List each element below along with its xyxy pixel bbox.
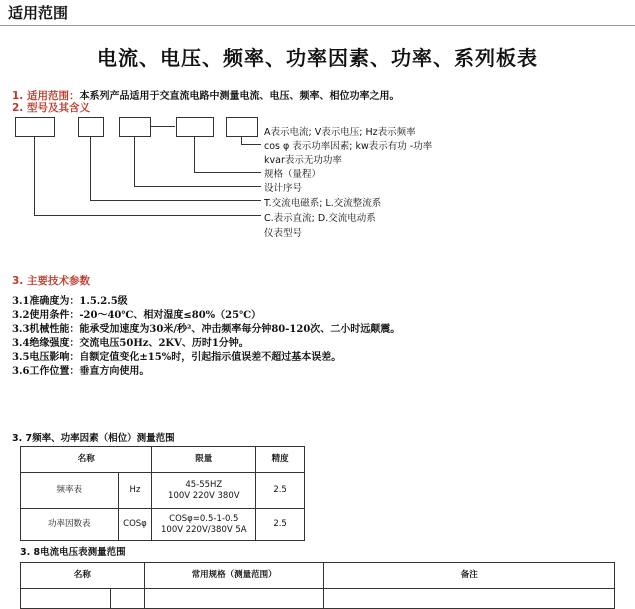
model-box-5 [226,117,258,137]
table2-caption: 3. 8电流电压表测量范围 [20,547,126,558]
cell-limit-line2: 100V 220V 380V [168,490,240,501]
model-box-2 [78,117,104,137]
table-header-row [21,447,305,473]
model-box-1 [15,117,55,137]
header-name: 名称 [21,563,145,589]
leader-line [90,136,91,201]
cell-limit-line1: COSφ=0.5-1-0.5 [169,513,239,524]
spec-item: 3.4绝缘强度：交流电压50Hz、2KV、历时1分钟。 [12,338,249,349]
cell-name: 功率因数表 [21,509,119,541]
model-label: 设计序号 [264,183,303,194]
frequency-powerfactor-table [20,446,305,541]
table1-caption: 3. 7频率、功率因素（相位）测量范围 [12,433,175,444]
model-box-3 [119,117,151,137]
spec-item: 3.5电压影响：自额定值变化±15%时，引起指示值误差不超过基本误差。 [12,352,342,363]
cell-name: 频率表 [21,473,119,509]
cell-limit-line2: 100V 220V/380V 5A [161,524,247,535]
header-spec: 常用规格（测量范围） [144,563,324,589]
page-header-title: 适用范围 [8,4,69,22]
leader-line [34,215,261,216]
cell-limit-line1: 45-55HZ [185,479,223,490]
cell-accuracy: 2.5 [256,509,305,541]
cell-accuracy: 2.5 [256,473,305,509]
current-voltage-table [20,562,615,609]
model-box-4 [176,117,214,137]
cell-limit [152,509,256,541]
header-limit: 限量 [152,447,256,473]
cell-limit [152,473,256,509]
spec-item: 3.2使用条件：-20～40℃、相对湿度≤80%（25℃） [12,310,262,321]
model-dash [150,126,175,127]
section1-text: 本系列产品适用于交直流电路中测量电流、电压、频率、相位功率之用。 [79,91,400,102]
leader-line [134,136,135,187]
leader-line [194,172,261,173]
leader-line [90,200,261,201]
model-label: C.表示直流; D.交流电动系 [264,213,376,224]
model-label: 仪表型号 [264,228,303,239]
leader-line [241,144,261,145]
spec-item: 3.3机械性能：能承受加速度为30米/秒²、冲击频率每分钟80-120次、二小时远颠震。 [12,324,401,335]
cell-unit: COSφ [118,509,152,541]
spec-item: 3.1准确度为：1.5.2.5级 [12,296,128,307]
section3-heading: 3. 主要技术参数 [12,275,90,287]
leader-line [134,186,261,187]
model-label: A表示电流; V表示电压; Hz表示频率 [264,127,416,138]
cell-unit: Hz [118,473,152,509]
model-label: 规格（量程） [264,169,322,180]
leader-line [34,136,35,216]
model-label: cos φ 表示功率因素; kw表示有功 -功率 [264,141,433,152]
model-label: kvar表示无功功率 [264,155,342,166]
spec-item: 3.6工作位置：垂直方向使用。 [12,366,150,377]
table-header-row [21,563,615,589]
main-title: 电流、电压、频率、功率因素、功率、系列板表 [97,46,538,70]
section1-heading: 1. 适用范围： [12,90,80,102]
header-name: 名称 [21,447,152,473]
header-note: 备注 [324,563,615,589]
header-divider [0,25,635,26]
leader-line [194,136,195,173]
table-row [21,509,305,541]
table-row [21,473,305,509]
section2-heading: 2. 型号及其含义 [12,102,90,114]
model-label: T.交流电磁系; L.交流整流系 [264,198,382,209]
header-accuracy: 精度 [256,447,305,473]
